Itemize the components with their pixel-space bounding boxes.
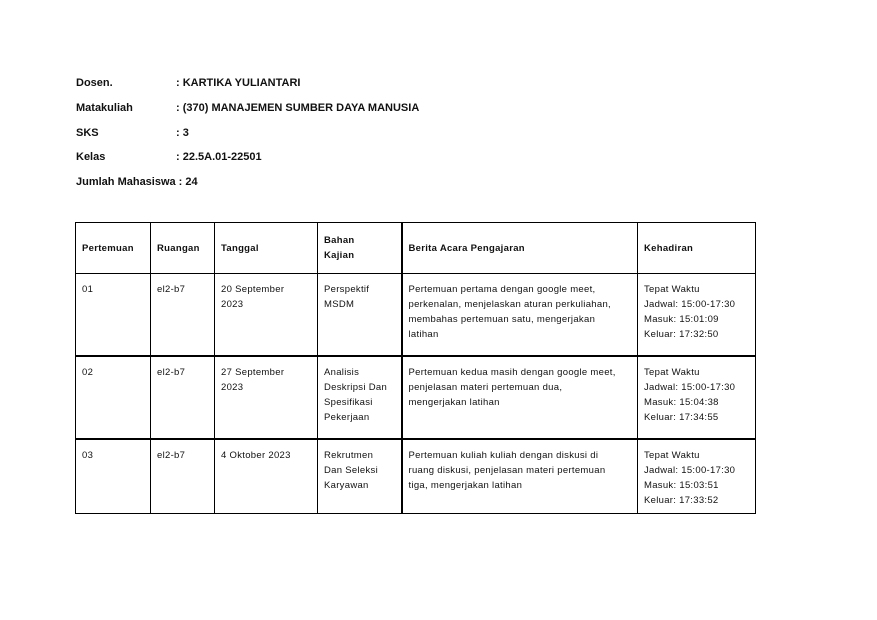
header-ruangan: Ruangan bbox=[151, 223, 215, 274]
cell-text-line: Dan Seleksi bbox=[324, 465, 378, 476]
header-bahan-line1: Bahan bbox=[324, 235, 355, 246]
info-row-dosen bbox=[76, 74, 676, 99]
cell-text-line: latihan bbox=[408, 329, 439, 340]
jumlah-value: : 24 bbox=[178, 176, 198, 189]
cell-text-line: Pekerjaan bbox=[324, 412, 370, 423]
cell-text-line: Tepat Waktu bbox=[644, 284, 700, 295]
cell-bahan bbox=[318, 439, 402, 514]
header-bahan-line2: Kajian bbox=[324, 250, 355, 261]
cell-kehadiran bbox=[638, 274, 756, 357]
cell-text-line: Jadwal: 15:00-17:30 bbox=[644, 382, 736, 393]
cell-bahan bbox=[318, 274, 402, 357]
table-row bbox=[76, 356, 756, 439]
cell-tanggal bbox=[215, 356, 318, 439]
jumlah-label: Jumlah Mahasiswa bbox=[76, 176, 176, 189]
header-bahan-kajian bbox=[318, 223, 402, 274]
cell-pertemuan: 01 bbox=[76, 274, 151, 357]
cell-text-line: Keluar: 17:33:52 bbox=[644, 495, 719, 506]
cell-text-line: Pertemuan pertama dengan google meet, bbox=[408, 284, 596, 295]
table-header-row bbox=[76, 223, 756, 274]
cell-text-line: Pertemuan kuliah kuliah dengan diskusi di bbox=[408, 450, 599, 461]
info-row-jumlah bbox=[76, 173, 676, 198]
cell-text-line: 20 September bbox=[221, 284, 285, 295]
cell-text-line: Masuk: 15:04:38 bbox=[644, 397, 719, 408]
cell-tanggal bbox=[215, 439, 318, 514]
cell-kehadiran bbox=[638, 439, 756, 514]
cell-berita bbox=[402, 274, 638, 357]
matakuliah-value: : (370) MANAJEMEN SUMBER DAYA MANUSIA bbox=[176, 101, 420, 114]
cell-text-line: Masuk: 15:03:51 bbox=[644, 480, 719, 491]
table-row bbox=[76, 274, 756, 357]
cell-ruangan: el2-b7 bbox=[151, 356, 215, 439]
info-row-kelas bbox=[76, 148, 676, 173]
cell-tanggal bbox=[215, 274, 318, 357]
header-kehadiran: Kehadiran bbox=[638, 223, 756, 274]
course-info bbox=[76, 74, 676, 198]
info-row-matakuliah bbox=[76, 99, 676, 124]
cell-berita bbox=[402, 439, 638, 514]
cell-text-line: ruang diskusi, penjelasan materi pertemuan bbox=[408, 465, 606, 476]
matakuliah-label: Matakuliah bbox=[76, 101, 133, 114]
cell-text-line: tiga, mengerjakan latihan bbox=[408, 480, 523, 491]
cell-text-line: Deskripsi Dan bbox=[324, 382, 388, 393]
header-tanggal: Tanggal bbox=[215, 223, 318, 274]
cell-text-line: 2023 bbox=[221, 382, 244, 393]
cell-text-line: Karyawan bbox=[324, 480, 369, 491]
cell-berita bbox=[402, 356, 638, 439]
cell-text-line: Pertemuan kedua masih dengan google meet, bbox=[408, 367, 616, 378]
cell-text-line: Masuk: 15:01:09 bbox=[644, 314, 719, 325]
cell-pertemuan: 03 bbox=[76, 439, 151, 514]
cell-text-line: Perspektif bbox=[324, 284, 370, 295]
dosen-label: Dosen. bbox=[76, 77, 113, 89]
cell-pertemuan: 02 bbox=[76, 356, 151, 439]
cell-text-line: 4 Oktober 2023 bbox=[221, 450, 291, 461]
cell-text-line: mengerjakan latihan bbox=[408, 397, 500, 408]
cell-text-line: Rekrutmen bbox=[324, 450, 374, 461]
cell-text-line: membahas pertemuan satu, mengerjakan bbox=[408, 314, 596, 325]
schedule-table bbox=[75, 222, 756, 514]
sks-value: : 3 bbox=[176, 126, 189, 139]
cell-text-line: 27 September bbox=[221, 367, 285, 378]
sks-label: SKS bbox=[76, 126, 99, 139]
kelas-value: : 22.5A.01-22501 bbox=[176, 151, 262, 164]
cell-text-line: Jadwal: 15:00-17:30 bbox=[644, 299, 736, 310]
cell-text-line: Spesifikasi bbox=[324, 397, 373, 408]
cell-text-line: Jadwal: 15:00-17:30 bbox=[644, 465, 736, 476]
cell-text-line: penjelasan materi pertemuan dua, bbox=[408, 382, 563, 393]
table-row bbox=[76, 439, 756, 514]
kelas-label: Kelas bbox=[76, 151, 106, 164]
cell-ruangan: el2-b7 bbox=[151, 274, 215, 357]
cell-text-line: Keluar: 17:34:55 bbox=[644, 412, 719, 423]
header-berita: Berita Acara Pengajaran bbox=[402, 223, 638, 274]
cell-kehadiran bbox=[638, 356, 756, 439]
cell-ruangan: el2-b7 bbox=[151, 439, 215, 514]
cell-text-line: perkenalan, menjelaskan aturan perkuliahan, bbox=[408, 299, 611, 310]
cell-text-line: 2023 bbox=[221, 299, 244, 310]
info-row-sks bbox=[76, 124, 676, 149]
header-pertemuan: Pertemuan bbox=[76, 223, 151, 274]
cell-text-line: Tepat Waktu bbox=[644, 450, 700, 461]
cell-text-line: MSDM bbox=[324, 299, 355, 310]
cell-text-line: Analisis bbox=[324, 367, 360, 378]
cell-text-line: Keluar: 17:32:50 bbox=[644, 329, 719, 340]
cell-bahan bbox=[318, 356, 402, 439]
cell-text-line: Tepat Waktu bbox=[644, 367, 700, 378]
dosen-value: : KARTIKA YULIANTARI bbox=[176, 77, 301, 89]
